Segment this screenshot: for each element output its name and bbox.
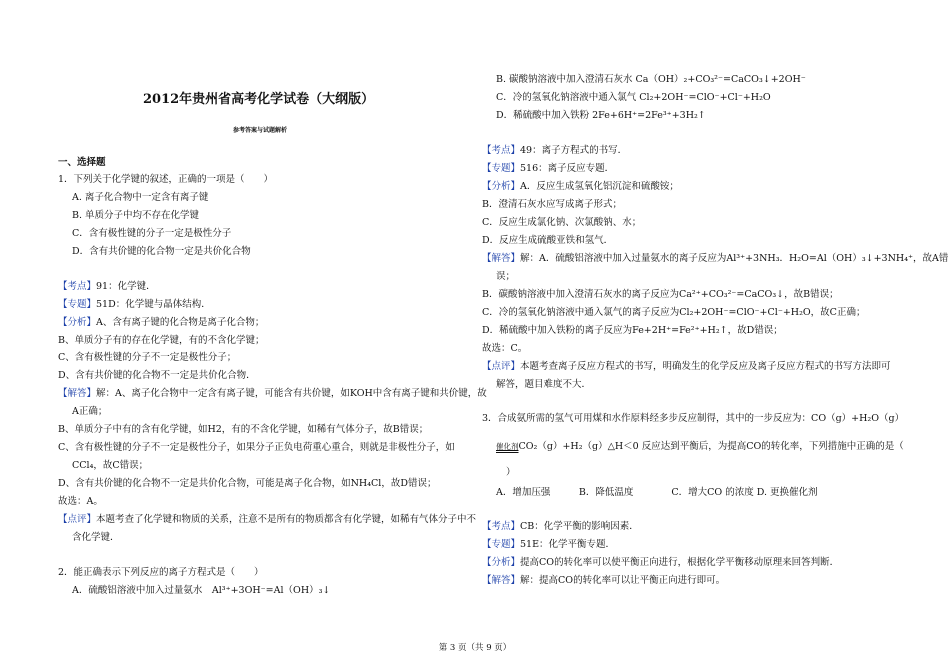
- q2-jieda-line: 误；: [496, 271, 516, 282]
- kaodian-text: 49：离子方程式的书写．: [520, 145, 628, 156]
- q2-kaodian: [482, 144, 627, 157]
- q1-jieda-line: B、单质分子中有的含有化学键，如H2，有的不含化学键，如稀有气体分子，故B错误；: [58, 424, 429, 435]
- jieda-text: 解：A、离子化合物中一定含有离子键，可能含有共价键，如KOH中含有离子键和共价键，故: [96, 388, 487, 399]
- q2-option-a: A．硫酸铝溶液中加入过量氨水 Al³⁺+3OH⁻=Al（OH）₃↓: [72, 585, 331, 596]
- fenxi-label: 【分析】: [58, 317, 97, 328]
- fenxi-text: 提高CO的转化率可以使平衡正向进行，根据化学平衡移动原理来回答判断．: [520, 557, 840, 568]
- q1-option-b: B. 单质分子中均不存在化学键: [72, 210, 200, 221]
- q1-kaodian: [58, 280, 156, 293]
- q1-jieda-line: A正确；: [72, 406, 108, 417]
- q1-jieda-line: C、含有极性键的分子不一定是极性分子，如果分子正负电荷重心重合，则就是非极性分子，如: [58, 442, 455, 453]
- q1-fenxi-line: C、含有极性键的分子不一定是极性分子；: [58, 352, 237, 363]
- q1-fenxi-line: D、含有共价键的化合物不一定是共价化合物．: [58, 370, 256, 381]
- q3-stem-line2: [496, 440, 904, 453]
- q1-dianping-line: 含化学键．: [72, 532, 120, 543]
- fenxi-label: 【分析】: [482, 181, 521, 192]
- q1-jieda: [58, 387, 487, 400]
- zhuanti-text: 516：离子反应专题．: [520, 163, 615, 174]
- q1-option-a: A. 离子化合物中一定含有离子键: [72, 192, 209, 203]
- q3-jieda: [482, 574, 725, 587]
- kaodian-text: 91：化学键．: [96, 281, 156, 292]
- zhuanti-label: 【专题】: [482, 539, 521, 550]
- q2-jieda-line: C．冷的氢氧化钠溶液中通入氯气的离子反应为Cl₂+2OH⁻=ClO⁻+Cl⁻+H₂O，故C正确；: [482, 307, 866, 318]
- q2-dianping: [482, 360, 891, 373]
- jieda-text: 解：A．硫酸铝溶液中加入过量氨水的离子反应为Al³⁺+3NH₃．H₂O=Al（OH）₃↓+3NH₄⁺，故A错: [520, 253, 949, 264]
- kaodian-text: CB：化学平衡的影响因素．: [520, 521, 639, 532]
- q1-fenxi: [58, 316, 264, 329]
- q2-jieda: [482, 252, 948, 265]
- page-subtitle: 参考答案与试题解析: [233, 127, 288, 134]
- zhuanti-label: 【专题】: [58, 299, 97, 310]
- kaodian-label: 【考点】: [58, 281, 97, 292]
- q2-option-d: D．稀硫酸中加入铁粉 2Fe+6H⁺=2Fe³⁺+3H₂↑: [496, 110, 706, 121]
- q2-fenxi-line: C．反应生成氯化钠、次氯酸钠、水；: [482, 217, 642, 228]
- q2-jieda-line: 故选：C。: [482, 343, 528, 354]
- jieda-label: 【解答】: [482, 575, 521, 586]
- q1-jieda-line: 故选：A。: [58, 496, 103, 507]
- fenxi-text: A．反应生成氢氧化铝沉淀和硫酸铵；: [520, 181, 679, 192]
- q2-option-c: C．冷的氢氧化钠溶液中通入氯气 Cl₂+2OH⁻=ClO⁻+Cl⁻+H₂O: [496, 92, 771, 103]
- zhuanti-text: 51E：化学平衡专题．: [520, 539, 616, 550]
- dianping-text: 本题考查了化学键和物质的关系，注意不是所有的物质都含有化学键，如稀有气体分子中不: [96, 514, 477, 525]
- dianping-text: 本题考查离子反应方程式的书写，明确发生的化学反应及离子反应方程式的书写方法即可: [520, 361, 891, 372]
- q2-option-b: B. 碳酸钠溶液中加入澄清石灰水 Ca（OH）₂+CO₃²⁻=CaCO₃↓+2OH⁻: [496, 74, 806, 85]
- section-heading: 一、选择题: [58, 157, 106, 168]
- jieda-label: 【解答】: [482, 253, 521, 264]
- fenxi-text: A、含有离子键的化合物是离子化合物；: [96, 317, 265, 328]
- q3-kaodian: [482, 520, 639, 533]
- q2-zhuanti: [482, 162, 614, 175]
- page-footer: 第 3 页（共 9 页）: [438, 643, 512, 653]
- q3-fenxi: [482, 556, 839, 569]
- zhuanti-label: 【专题】: [482, 163, 521, 174]
- q3-options: A．增加压强 B．降低温度 C．增大CO 的浓度 D. 更换催化剂: [496, 487, 818, 498]
- q1-option-d: D．含有共价键的化合物一定是共价化合物: [72, 246, 251, 257]
- q2-dianping-line: 解答，题目难度不大．: [496, 379, 592, 390]
- q1-jieda-line: CCl₄，故C错误；: [72, 460, 149, 471]
- q2-fenxi-line: B．澄清石灰水应写成离子形式；: [482, 199, 622, 210]
- q3-stem: 3．合成氨所需的氢气可用煤和水作原料经多步反应制得，其中的一步反应为：CO（g）+H₂O（g）: [482, 413, 905, 424]
- q2-jieda-line: D．稀硫酸中加入铁粉的离子反应为Fe+2H⁺=Fe²⁺+H₂↑，故D错误；: [482, 325, 783, 336]
- q3-stem-line3: ）: [506, 467, 516, 478]
- q1-option-c: C．含有极性键的分子一定是极性分子: [72, 228, 232, 239]
- dianping-label: 【点评】: [482, 361, 521, 372]
- fenxi-label: 【分析】: [482, 557, 521, 568]
- q2-fenxi-line: D．反应生成硫酸亚铁和氢气．: [482, 235, 614, 246]
- zhuanti-text: 51D：化学键与晶体结构．: [96, 299, 211, 310]
- kaodian-label: 【考点】: [482, 521, 521, 532]
- page-title: 2012年贵州省高考化学试卷（大纲版）: [143, 92, 375, 107]
- q2-stem: 2．能正确表示下列反应的离子方程式是（ ）: [58, 567, 264, 578]
- jieda-text: 解：提高CO的转化率可以让平衡正向进行即可。: [520, 575, 726, 586]
- kaodian-label: 【考点】: [482, 145, 521, 156]
- dianping-label: 【点评】: [58, 514, 97, 525]
- q2-fenxi: [482, 180, 679, 193]
- q1-dianping: [58, 513, 476, 526]
- q1-jieda-line: D、含有共价键的化合物不一定是共价化合物，可能是离子化合物，如NH₄Cl，故D错误；: [58, 478, 437, 489]
- q3-stem-text: CO₂（g）+H₂（g）△H＜0 反应达到平衡后，为提高CO的转化率，下列措施中正确的是（: [518, 441, 904, 452]
- q1-fenxi-line: B、单质分子有的存在化学键，有的不含化学键；: [58, 335, 265, 346]
- q2-jieda-line: B．碳酸钠溶液中加入澄清石灰水的离子反应为Ca²⁺+CO₃²⁻=CaCO₃↓，故B错误；: [482, 289, 839, 300]
- q1-stem: 1．下列关于化学键的叙述，正确的一项是（ ）: [58, 174, 274, 185]
- jieda-label: 【解答】: [58, 388, 97, 399]
- catalyst-arrow-label: 催化剂: [496, 442, 519, 451]
- q3-zhuanti: [482, 538, 615, 551]
- q1-zhuanti: [58, 298, 211, 311]
